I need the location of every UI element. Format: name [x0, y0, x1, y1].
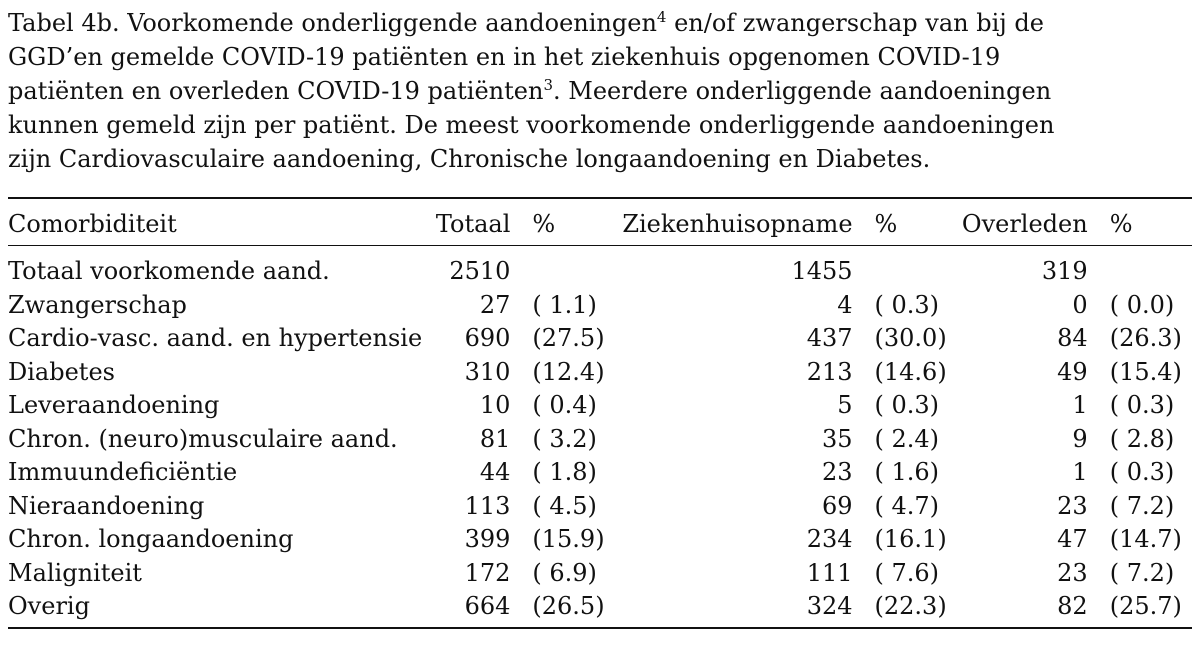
comorbidity-table — [8, 207, 1192, 624]
row-total-pct: ( 3.2) — [532, 424, 597, 453]
row-label: Nieraandoening — [8, 491, 205, 520]
row-hospital: 213 — [806, 357, 853, 386]
row-label: Diabetes — [8, 357, 115, 386]
row-label: Zwangerschap — [8, 290, 187, 319]
row-total: 27 — [479, 290, 511, 319]
table-row — [8, 322, 1192, 356]
header-comorbidity: Comorbiditeit — [8, 210, 177, 238]
row-total-pct: ( 1.8) — [532, 458, 597, 486]
header-total-pct: % — [532, 210, 556, 238]
row-total-pct: ( 1.1) — [532, 290, 597, 319]
table-bottom-rule — [8, 627, 1192, 629]
row-died-pct: ( 7.2) — [1109, 491, 1175, 520]
row-hospital: 5 — [837, 391, 853, 419]
row-died-pct: ( 0.3) — [1109, 391, 1175, 419]
row-hospital: 1455 — [791, 257, 853, 285]
row-hospital-pct: ( 7.6) — [874, 558, 940, 587]
row-total-pct: (27.5) — [532, 324, 605, 352]
caption-lead: Tabel 4b. Voorkomende onderliggende aandoeningen — [8, 9, 657, 37]
row-hospital-pct: ( 2.4) — [874, 424, 940, 453]
row-total-pct: ( 0.4) — [532, 391, 597, 419]
row-hospital: 437 — [806, 324, 853, 352]
row-label: Chron. longaandoening — [8, 525, 294, 553]
row-died-pct: (25.7) — [1109, 592, 1182, 620]
row-died-pct: ( 0.3) — [1109, 458, 1175, 486]
row-died: 23 — [1057, 491, 1088, 520]
caption-footnote-3: 3 — [543, 76, 553, 94]
row-label: Overig — [8, 592, 90, 620]
row-died-pct: (26.3) — [1109, 324, 1182, 352]
row-total-pct: (15.9) — [532, 525, 605, 553]
table-row — [8, 590, 1192, 624]
header-hospital: Ziekenhuisopname — [622, 210, 853, 238]
row-total: 310 — [464, 357, 511, 386]
row-died: 1 — [1072, 458, 1088, 486]
row-died-pct: (15.4) — [1109, 357, 1182, 386]
row-total: 664 — [464, 592, 511, 620]
row-hospital: 23 — [821, 458, 853, 486]
table-caption — [8, 6, 1068, 176]
row-hospital-pct: (14.6) — [874, 357, 947, 386]
row-hospital: 111 — [806, 558, 853, 587]
row-total: 399 — [464, 525, 511, 553]
row-hospital: 234 — [806, 525, 853, 553]
row-died: 82 — [1057, 592, 1088, 620]
row-died: 0 — [1072, 290, 1088, 319]
table-row — [8, 356, 1192, 390]
row-died: 319 — [1041, 257, 1088, 285]
row-hospital-pct: (22.3) — [874, 592, 947, 620]
row-hospital: 35 — [821, 424, 853, 453]
header-died-pct: % — [1109, 210, 1133, 238]
row-hospital-pct: ( 0.3) — [874, 290, 940, 319]
row-hospital: 4 — [837, 290, 853, 319]
row-died-pct: ( 2.8) — [1109, 424, 1175, 453]
header-total: Totaal — [435, 210, 511, 238]
row-total: 690 — [464, 324, 511, 352]
row-total-pct: (26.5) — [532, 592, 605, 620]
table-top-rule — [8, 197, 1192, 199]
row-total-pct — [510, 255, 622, 289]
header-died: Overleden — [961, 210, 1088, 238]
row-total: 113 — [464, 491, 511, 520]
table-row — [8, 490, 1192, 524]
row-hospital: 324 — [806, 592, 853, 620]
caption-tail: . Meerdere onderliggende aandoeningen kunnen gemeld zijn per patiënt. De meest voorkomende onderliggende aandoeningen zijn Cardiovasculaire aandoening, Chronische longaandoening en Diabetes. — [8, 77, 1055, 173]
row-died: 23 — [1057, 558, 1088, 587]
row-label: Leveraandoening — [8, 391, 220, 419]
table-row — [8, 423, 1192, 457]
row-hospital-pct: (16.1) — [874, 525, 947, 553]
table-body — [8, 241, 1192, 624]
row-hospital-pct: ( 4.7) — [874, 491, 940, 520]
row-label: Maligniteit — [8, 558, 142, 587]
caption-mid: en/of zwangerschap van bij de GGD’en gemelde COVID-19 patiënten en in het ziekenhuis opgenomen COVID-19 patiënten en overleden COVID-19 patiënten — [8, 9, 1044, 105]
row-died-pct: ( 7.2) — [1109, 558, 1175, 587]
table-header-row — [8, 207, 1192, 241]
row-label: Chron. (neuro)musculaire aand. — [8, 424, 398, 453]
row-died-pct — [1088, 255, 1192, 289]
row-total: 44 — [479, 458, 511, 486]
row-hospital: 69 — [821, 491, 853, 520]
table-row — [8, 523, 1192, 557]
caption-footnote-4: 4 — [656, 8, 667, 26]
table-row — [8, 289, 1192, 323]
row-died: 9 — [1072, 424, 1088, 453]
table-row — [8, 389, 1192, 423]
row-total-pct: ( 6.9) — [532, 558, 597, 587]
row-died-pct: ( 0.0) — [1109, 290, 1175, 319]
row-died: 47 — [1057, 525, 1088, 553]
row-label: Totaal voorkomende aand. — [8, 257, 330, 285]
row-total: 81 — [479, 424, 511, 453]
row-total: 10 — [479, 391, 511, 419]
row-total: 172 — [464, 558, 511, 587]
row-total-pct: (12.4) — [532, 357, 605, 386]
row-hospital-pct: ( 0.3) — [874, 391, 940, 419]
table-row — [8, 557, 1192, 591]
row-died: 49 — [1057, 357, 1088, 386]
header-hospital-pct: % — [874, 210, 898, 238]
row-label: Immuundeficiëntie — [8, 458, 238, 486]
row-died: 84 — [1057, 324, 1088, 352]
row-died: 1 — [1072, 391, 1088, 419]
table-row — [8, 456, 1192, 490]
row-total: 2510 — [449, 257, 511, 285]
header-spacer — [8, 241, 1192, 255]
row-hospital-pct: ( 1.6) — [874, 458, 940, 486]
row-hospital-pct — [853, 255, 962, 289]
row-died-pct: (14.7) — [1109, 525, 1182, 553]
row-hospital-pct: (30.0) — [874, 324, 947, 352]
table-row — [8, 255, 1192, 289]
row-total-pct: ( 4.5) — [532, 491, 597, 520]
row-label: Cardio-vasc. aand. en hypertensie — [8, 324, 423, 352]
